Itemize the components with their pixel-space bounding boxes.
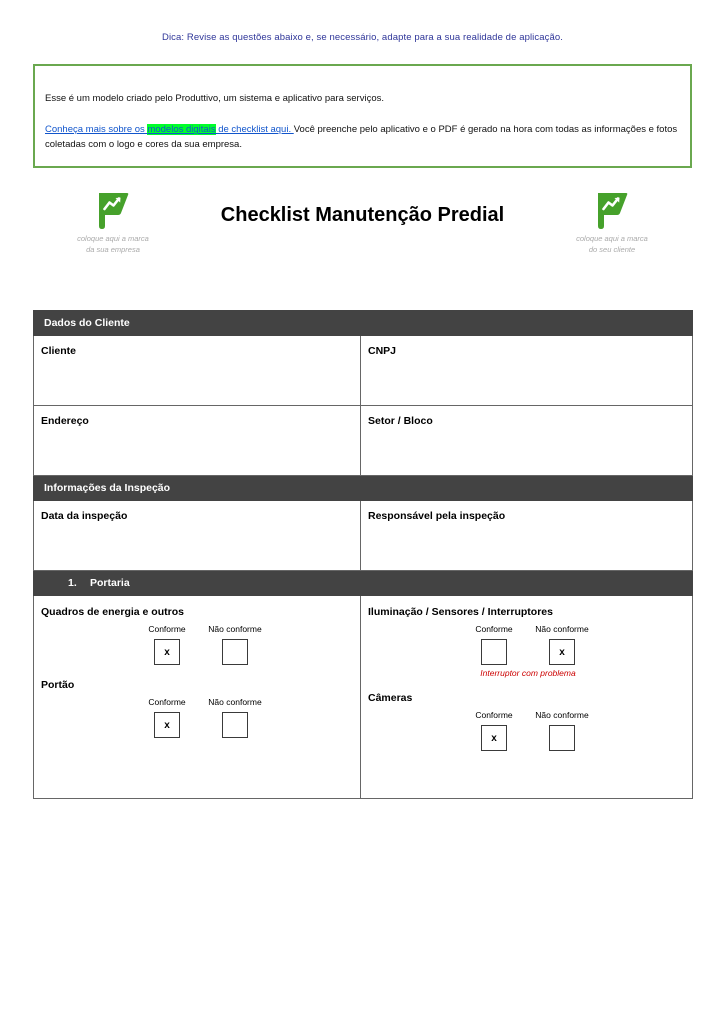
checkbox-conforme[interactable]: x xyxy=(154,712,180,738)
option-checkboxes xyxy=(460,725,596,751)
question-note: Interruptor com problema xyxy=(480,668,576,678)
link-highlight-text: modelos digitais xyxy=(147,124,216,136)
section-number: 1. xyxy=(68,577,77,589)
company-logo-caption-line1: coloque aqui a marca xyxy=(77,234,149,243)
option-checkboxes xyxy=(460,639,596,665)
table-row xyxy=(34,476,693,501)
produttivo-logo-icon xyxy=(595,190,629,230)
link-lead-text: Conheça mais sobre os xyxy=(45,124,148,136)
option-nao-conforme xyxy=(201,639,269,665)
company-logo-caption-line2: da sua empresa xyxy=(86,244,140,254)
option-label-conforme: Conforme xyxy=(475,710,513,720)
questions-column-left xyxy=(34,596,361,799)
checklist-models-link[interactable] xyxy=(45,124,294,135)
produttivo-logo-icon xyxy=(96,190,130,230)
info-box-content xyxy=(35,66,690,152)
field-label-responsavel-inspecao: Responsável pela inspeção xyxy=(368,510,506,522)
checklist-table xyxy=(33,310,693,799)
brand-header xyxy=(0,190,725,280)
option-labels xyxy=(133,697,269,707)
questions-column-right xyxy=(361,596,693,799)
field-label-cnpj: CNPJ xyxy=(368,345,397,357)
client-logo-caption-line1: coloque aqui a marca xyxy=(576,234,648,243)
option-label-nao-conforme: Não conforme xyxy=(208,624,262,634)
info-paragraph-2-rest: Você preenche pelo aplicativo e o PDF é gerado na hora com todas as informações e fotos coletadas com o logo e cores da sua empresa. xyxy=(45,124,678,150)
checkbox-nao-conforme[interactable] xyxy=(222,639,248,665)
field-data-inspecao[interactable] xyxy=(34,501,361,571)
checkbox-nao-conforme[interactable]: x xyxy=(549,639,575,665)
table-row xyxy=(34,406,693,476)
checkbox-nao-conforme[interactable] xyxy=(222,712,248,738)
section-band-inspection: Informações da Inspeção xyxy=(34,476,693,501)
option-nao-conforme xyxy=(201,712,269,738)
option-conforme xyxy=(460,639,528,665)
field-label-setor-bloco: Setor / Bloco xyxy=(368,415,433,427)
option-labels xyxy=(460,624,596,634)
question-options xyxy=(133,624,269,665)
option-conforme xyxy=(133,639,201,665)
table-row xyxy=(34,336,693,406)
option-labels xyxy=(133,624,269,634)
option-nao-conforme xyxy=(528,725,596,751)
field-responsavel-inspecao[interactable] xyxy=(361,501,693,571)
section-label: Portaria xyxy=(90,577,130,589)
checkbox-conforme[interactable] xyxy=(481,639,507,665)
option-conforme xyxy=(460,725,528,751)
table-row xyxy=(34,311,693,336)
checkbox-conforme[interactable]: x xyxy=(481,725,507,751)
link-tail-text: de checklist aqui. xyxy=(215,124,294,136)
question-title: Câmeras xyxy=(368,692,413,704)
section-band-client: Dados do Cliente xyxy=(34,311,693,336)
question-title: Portão xyxy=(41,679,75,691)
option-nao-conforme xyxy=(528,639,596,665)
field-label-endereco: Endereço xyxy=(41,415,89,427)
checkbox-nao-conforme[interactable] xyxy=(549,725,575,751)
info-box xyxy=(33,64,692,168)
table-row xyxy=(34,571,693,596)
option-label-nao-conforme: Não conforme xyxy=(535,624,589,634)
field-cnpj[interactable] xyxy=(361,336,693,406)
question-options xyxy=(460,710,596,751)
option-label-conforme: Conforme xyxy=(148,624,186,634)
tip-text: Dica: Revise as questões abaixo e, se necessário, adapte para a sua realidade de aplicação. xyxy=(162,32,563,43)
client-logo-caption xyxy=(537,234,687,256)
option-checkboxes xyxy=(133,639,269,665)
question-title: Quadros de energia e outros xyxy=(41,606,184,618)
option-label-nao-conforme: Não conforme xyxy=(208,697,262,707)
field-endereco[interactable] xyxy=(34,406,361,476)
table-row xyxy=(34,501,693,571)
question-options xyxy=(133,697,269,738)
info-paragraph-2 xyxy=(45,123,678,152)
option-labels xyxy=(460,710,596,720)
client-logo-block xyxy=(537,190,687,256)
company-logo-block xyxy=(38,190,188,256)
info-paragraph-1: Esse é um modelo criado pelo Produttivo, um sistema e aplicativo para serviços. xyxy=(45,93,384,104)
table-row xyxy=(34,596,693,799)
question-item xyxy=(41,606,360,665)
question-item xyxy=(368,606,692,678)
field-label-cliente: Cliente xyxy=(41,345,77,357)
option-label-conforme: Conforme xyxy=(475,624,513,634)
option-label-nao-conforme: Não conforme xyxy=(535,710,589,720)
client-logo-caption-line2: do seu cliente xyxy=(588,244,636,254)
checkbox-conforme[interactable]: x xyxy=(154,639,180,665)
question-item xyxy=(368,692,692,751)
question-item xyxy=(41,679,360,738)
question-title: Iluminação / Sensores / Interruptores xyxy=(368,606,553,618)
option-conforme xyxy=(133,712,201,738)
field-label-data-inspecao: Data da inspeção xyxy=(41,510,128,522)
option-checkboxes xyxy=(133,712,269,738)
page-title: Checklist Manutenção Predial xyxy=(220,204,505,226)
option-label-conforme: Conforme xyxy=(148,697,186,707)
field-cliente[interactable] xyxy=(34,336,361,406)
field-setor-bloco[interactable] xyxy=(361,406,693,476)
company-logo-caption xyxy=(38,234,188,256)
question-options xyxy=(460,624,596,665)
section-band-portaria xyxy=(34,571,693,596)
